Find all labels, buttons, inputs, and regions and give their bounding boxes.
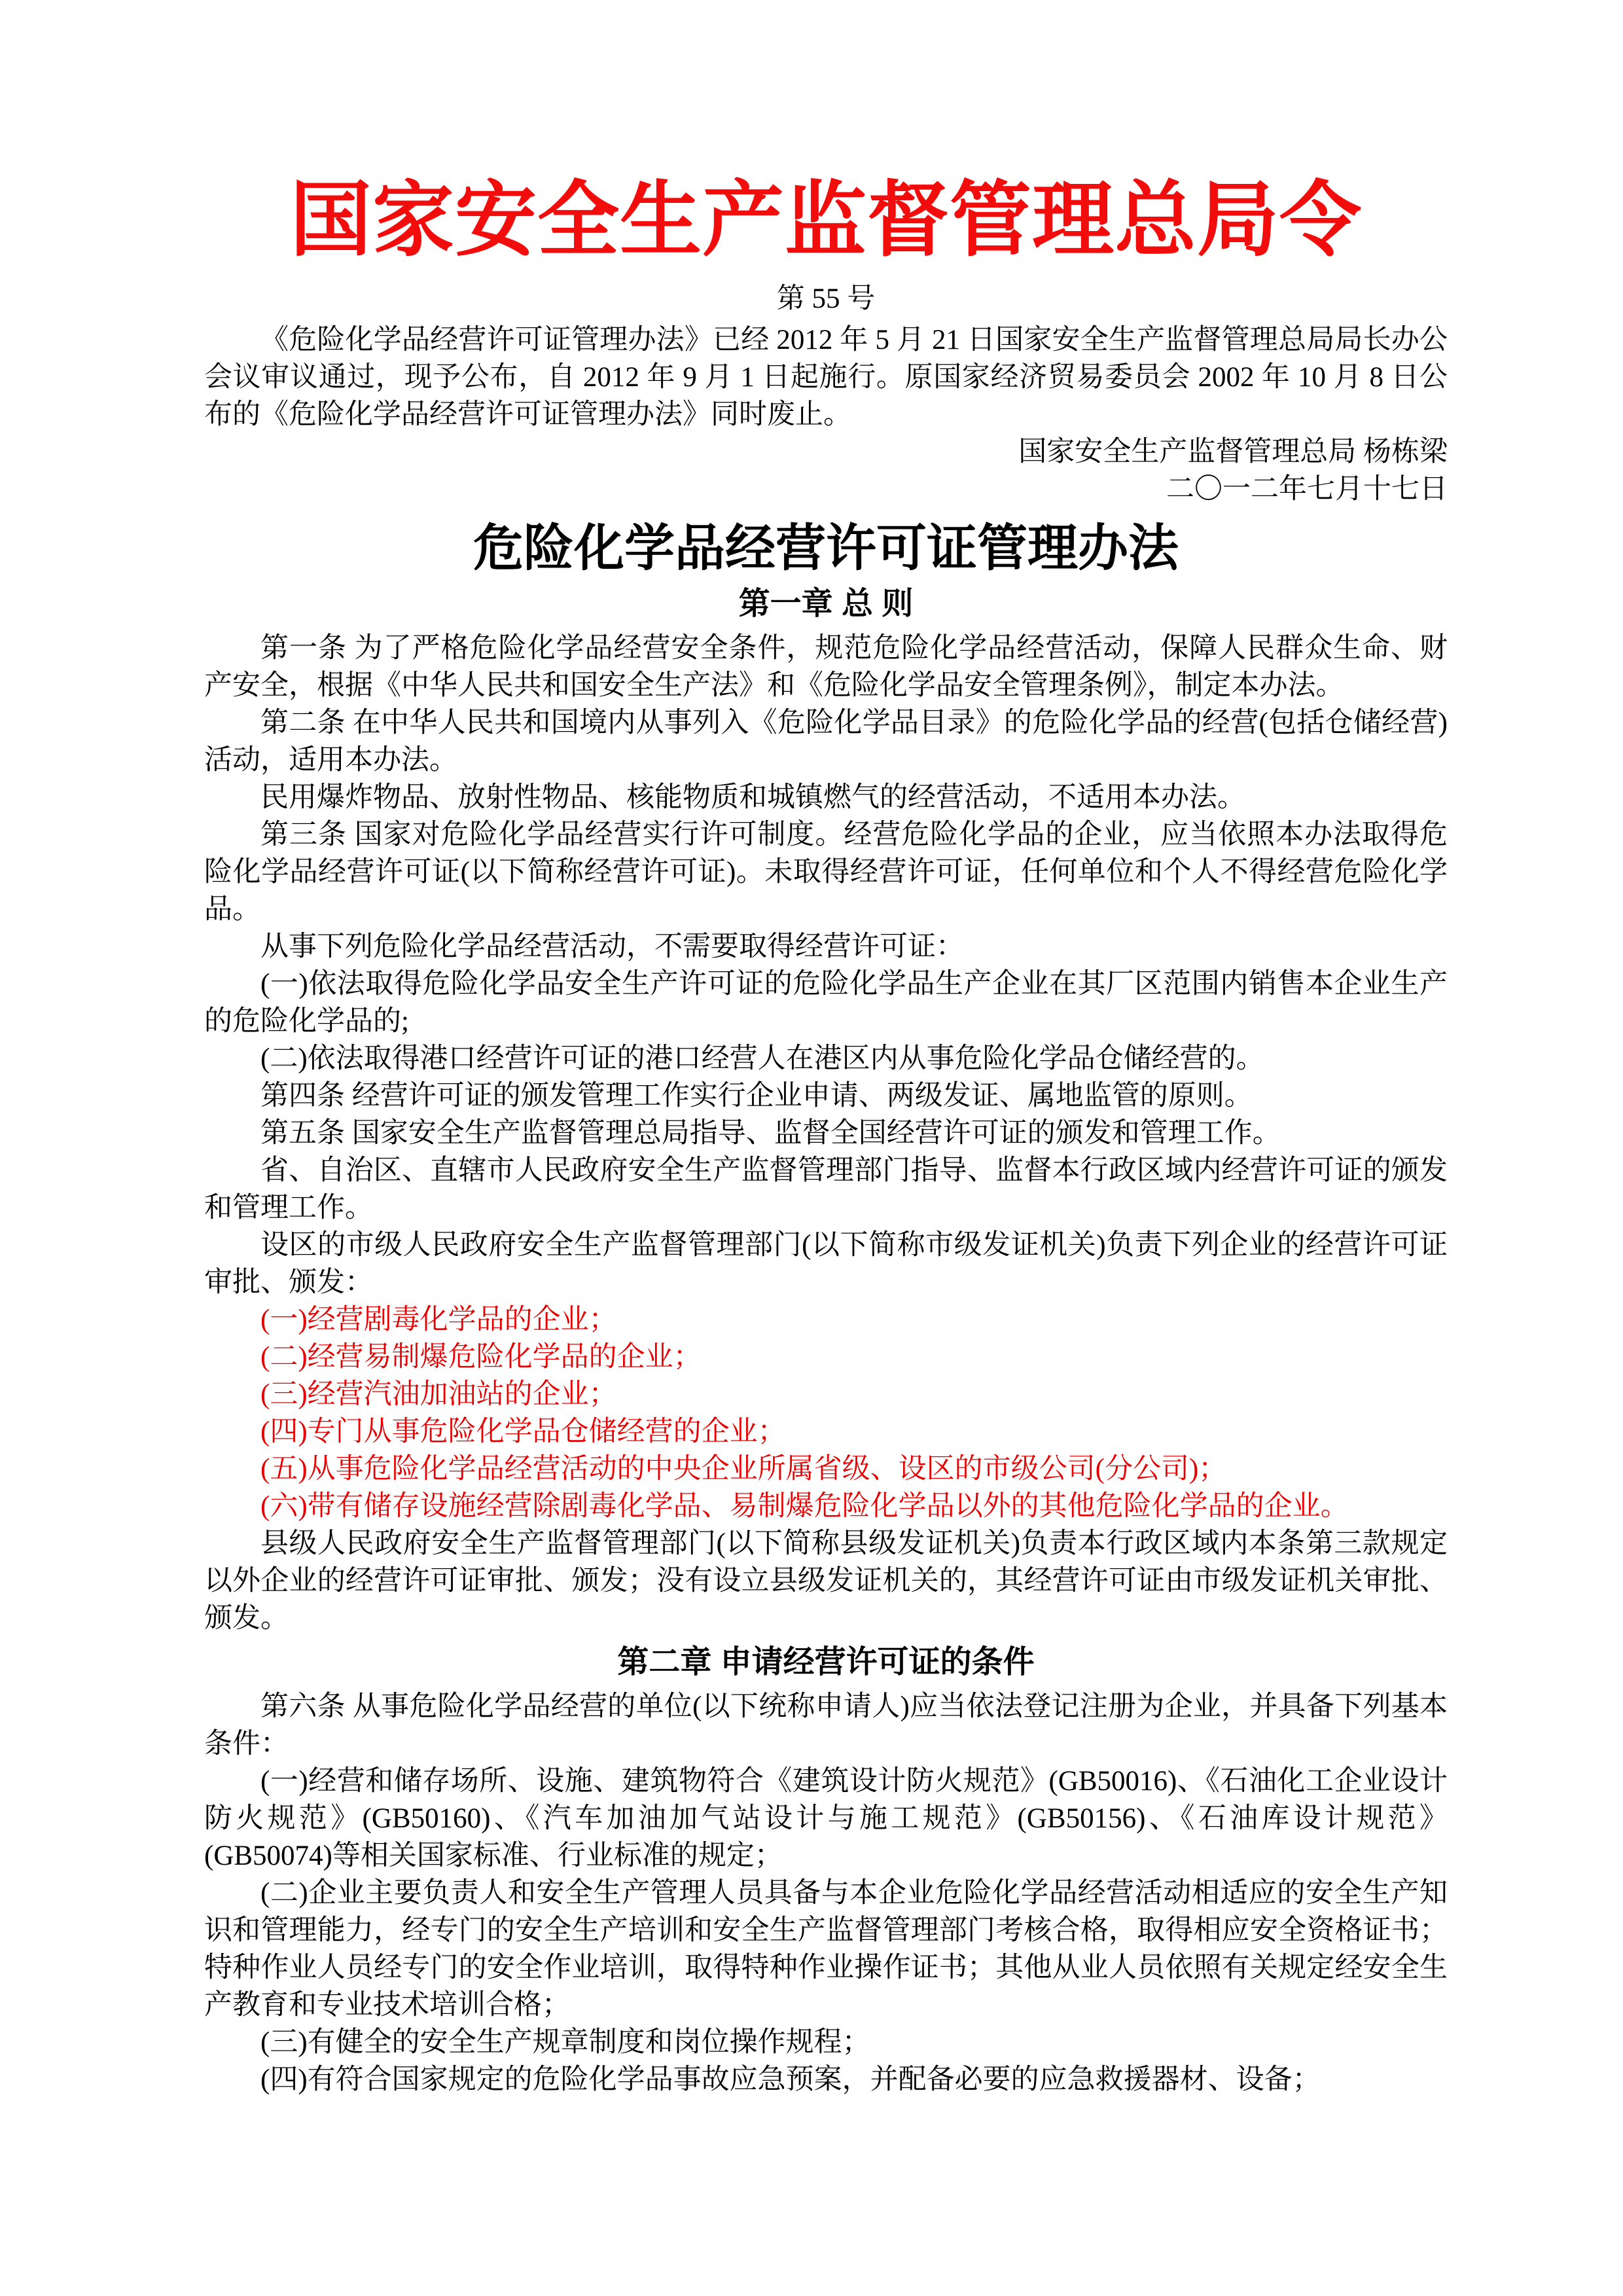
- red-list-item: (一)经营剧毒化学品的企业；: [260, 1304, 617, 1336]
- paragraph: 县级人民政府安全生产监督管理部门(以下简称县级发证机关)负责本行政区域内本条第三款规定以外企业的经营许可证审批、颁发；没有设立县级发证机关的，其经营许可证由市级发证机关审批、颁发。: [204, 1528, 1448, 1634]
- order-title: 国家安全生产监督管理总局令: [290, 176, 1362, 266]
- paragraph: (三)有健全的安全生产规章制度和岗位操作规程；: [260, 2027, 870, 2058]
- paragraph: (一)依法取得危险化学品安全生产许可证的危险化学品生产企业在其厂区范围内销售本企业生产的危险化学品的;: [204, 969, 1448, 1037]
- chapter-1-heading: 第一章 总 则: [738, 586, 914, 622]
- paragraph: (四)有符合国家规定的危险化学品事故应急预案，并配备必要的应急救援器材、设备；: [260, 2064, 1321, 2096]
- red-list-item: (六)带有储存设施经营除剧毒化学品、易制爆危险化学品以外的其他危险化学品的企业。: [260, 1491, 1349, 1522]
- paragraph: (二)企业主要负责人和安全生产管理人员具备与本企业危险化学品经营活动相适应的安全生产知识和管理能力，经专门的安全生产培训和安全生产监督管理部门考核合格，取得相应安全资格证书；特种作业人员经专门的安全作业培训，取得特种作业操作证书；其他从业人员依照有关规定经安全生产教育和专业技术培训合格；: [204, 1878, 1448, 2021]
- red-list-item: (三)经营汽油加油站的企业；: [260, 1379, 617, 1410]
- paragraph: 民用爆炸物品、放射性物品、核能物质和城镇燃气的经营活动，不适用本办法。: [260, 782, 1245, 814]
- paragraph: 从事下列危险化学品经营活动，不需要取得经营许可证：: [260, 931, 964, 963]
- paragraph: 第二条 在中华人民共和国境内从事列入《危险化学品目录》的危险化学品的经营(包括仓储经营)活动，适用本办法。: [204, 708, 1448, 776]
- regulation-title: 危险化学品经营许可证管理办法: [473, 520, 1179, 577]
- preamble-paragraph: 《危险化学品经营许可证管理办法》已经 2012 年 5 月 21 日国家安全生产监督管理总局局长办公会议审议通过，现予公布，自 2012 年 9 月 1 日起施行。原国家经济贸易委员会 2002 年 10 月 8 日公布的《危险化学品经营许可证管理办法》同时废止。: [204, 325, 1448, 430]
- paragraph: 第一条 为了严格危险化学品经营安全条件，规范危险化学品经营活动，保障人民群众生命、财产安全，根据《中华人民共和国安全生产法》和《危险化学品安全管理条例》，制定本办法。: [204, 633, 1448, 702]
- paragraph: (二)依法取得港口经营许可证的港口经营人在港区内从事危险化学品仓储经营的。: [260, 1043, 1264, 1075]
- order-number: 第 55 号: [776, 283, 876, 314]
- paragraph: 第五条 国家安全生产监督管理总局指导、监督全国经营许可证的颁发和管理工作。: [260, 1118, 1281, 1149]
- date-line: 二〇一二年七月十七日: [1166, 474, 1448, 505]
- paragraph: (一)经营和储存场所、设施、建筑物符合《建筑设计防火规范》(GB50016)、《石油化工企业设计防火规范》(GB50160)、《汽车加油加气站设计与施工规范》(GB50156)、《石油库设计规范》(GB50074)等相关国家标准、行业标准的规定；: [204, 1766, 1448, 1872]
- paragraph: 第六条 从事危险化学品经营的单位(以下统称申请人)应当依法登记注册为企业，并具备下列基本条件：: [204, 1691, 1448, 1760]
- paragraph: 省、自治区、直辖市人民政府安全生产监督管理部门指导、监督本行政区域内经营许可证的颁发和管理工作。: [204, 1155, 1448, 1224]
- red-list-item: (四)专门从事危险化学品仓储经营的企业；: [260, 1416, 786, 1448]
- chapter-2-heading: 第二章 申请经营许可证的条件: [617, 1645, 1035, 1680]
- paragraph: 设区的市级人民政府安全生产监督管理部门(以下简称市级发证机关)负责下列企业的经营许可证审批、颁发：: [204, 1230, 1448, 1299]
- red-list-item: (五)从事危险化学品经营活动的中央企业所属省级、设区的市级公司(分公司)；: [260, 1454, 1227, 1485]
- paragraph: 第三条 国家对危险化学品经营实行许可制度。经营危险化学品的企业，应当依照本办法取得危险化学品经营许可证(以下简称经营许可证)。未取得经营许可证，任何单位和个人不得经营危险化学品。: [204, 819, 1448, 925]
- paragraph: 第四条 经营许可证的颁发管理工作实行企业申请、两级发证、属地监管的原则。: [260, 1081, 1253, 1112]
- signature-line: 国家安全生产监督管理总局 杨栋梁: [1018, 437, 1448, 467]
- red-list-item: (二)经营易制爆危险化学品的企业；: [260, 1342, 702, 1373]
